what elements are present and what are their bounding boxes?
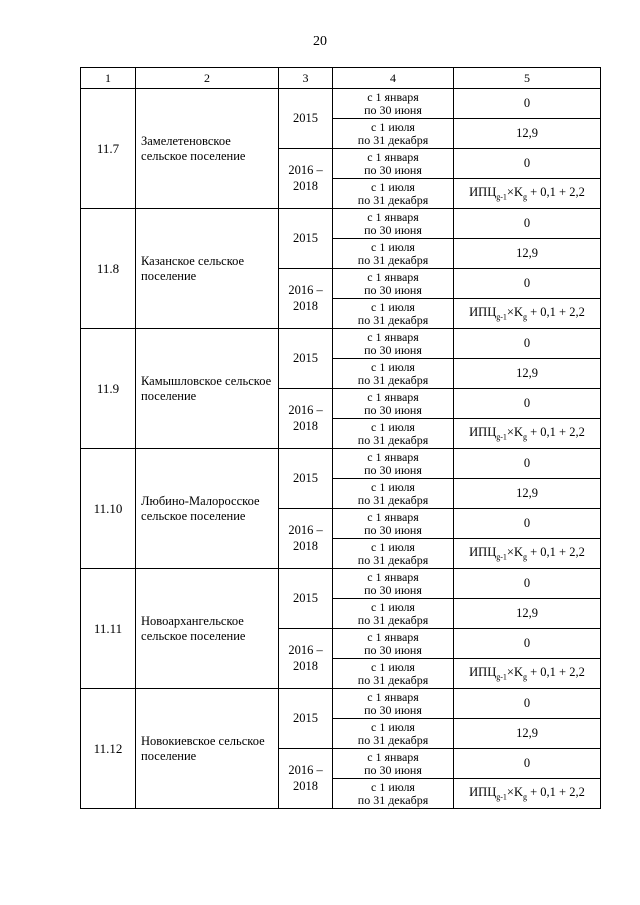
table-header [81,68,601,89]
table-row [81,689,601,719]
period-cell [333,209,454,239]
header-col-3: 3 [279,68,333,89]
year-range: 2015 [279,89,333,149]
period-start: с 1 июля [371,359,415,374]
period-end: по 31 декабря [357,372,429,387]
rate-value: 0 [454,689,601,719]
period-start: с 1 января [367,449,419,464]
rate-value: $ИПЦ_{g-1}\times K_g + 0,1 + 2,2$ [454,419,601,449]
period-end: по 31 декабря [357,432,429,447]
period-start: с 1 июля [371,119,415,134]
rate-value: 12,9 [454,719,601,749]
rate-value: 12,9 [454,359,601,389]
header-col-1: 1 [81,68,136,89]
period-start: с 1 июля [371,659,415,674]
settlement-name: Новоархангельское сельское поселение [136,569,279,689]
period-start: с 1 января [367,749,419,764]
period-start: с 1 июля [371,779,415,794]
period-cell [333,89,454,119]
period-cell [333,719,454,749]
period-start: с 1 июля [371,719,415,734]
table-body [81,89,601,809]
header-col-2: 2 [136,68,279,89]
period-end: по 31 декабря [357,252,429,267]
year-range: 2015 [279,329,333,389]
period-cell [333,359,454,389]
settlement-name: Замелетеновское сельское поселение [136,89,279,209]
period-cell [333,179,454,209]
table-row [81,449,601,479]
period-start: с 1 июля [371,179,415,194]
table-row [81,89,601,119]
tariff-table [80,67,601,809]
rate-value: 12,9 [454,479,601,509]
period-end: по 30 июня [364,282,422,297]
rate-value: $ИПЦ_{g-1}\times K_g + 0,1 + 2,2$ [454,779,601,809]
period-cell [333,479,454,509]
row-number: 11.11 [81,569,136,689]
rate-value: $ИПЦ_{g-1}\times K_g + 0,1 + 2,2$ [454,659,601,689]
rate-value: $ИПЦ_{g-1}\times K_g + 0,1 + 2,2$ [454,539,601,569]
period-end: по 30 июня [364,462,422,477]
period-start: с 1 января [367,629,419,644]
period-start: с 1 января [367,689,419,704]
period-end: по 31 декабря [357,492,429,507]
period-cell [333,539,454,569]
page-number: 20 [313,34,327,49]
period-cell [333,149,454,179]
period-end: по 30 июня [364,762,422,777]
header-col-4: 4 [333,68,454,89]
period-end: по 31 декабря [357,672,429,687]
period-start: с 1 июля [371,479,415,494]
table-row [81,209,601,239]
rate-value: $ИПЦ_{g-1}\times K_g + 0,1 + 2,2$ [454,299,601,329]
period-start: с 1 января [367,509,419,524]
year-range: 2016 – 2018 [279,269,333,329]
row-number: 11.7 [81,89,136,209]
period-end: по 30 июня [364,522,422,537]
period-end: по 30 июня [364,222,422,237]
table-row [81,569,601,599]
period-end: по 30 июня [364,102,422,117]
period-start: с 1 января [367,149,419,164]
period-start: с 1 июля [371,299,415,314]
period-end: по 30 июня [364,342,422,357]
rate-value: 0 [454,569,601,599]
rate-value: 0 [454,449,601,479]
period-end: по 31 декабря [357,192,429,207]
year-range: 2015 [279,209,333,269]
period-end: по 31 декабря [357,552,429,567]
header-row [81,68,601,89]
year-range: 2016 – 2018 [279,149,333,209]
period-end: по 30 июня [364,582,422,597]
period-start: с 1 января [367,209,419,224]
rate-value: 12,9 [454,239,601,269]
period-cell [333,659,454,689]
year-range: 2015 [279,569,333,629]
period-cell [333,599,454,629]
period-cell [333,419,454,449]
settlement-name: Новокиевское сельское поселение [136,689,279,809]
period-cell [333,509,454,539]
period-cell [333,329,454,359]
rate-value: 0 [454,269,601,299]
rate-value: 0 [454,749,601,779]
period-start: с 1 января [367,569,419,584]
period-cell [333,389,454,419]
settlement-name: Казанское сельское поселение [136,209,279,329]
period-end: по 30 июня [364,162,422,177]
table-row [81,329,601,359]
period-end: по 30 июня [364,702,422,717]
row-number: 11.8 [81,209,136,329]
period-cell [333,119,454,149]
period-end: по 30 июня [364,402,422,417]
rate-value: 0 [454,329,601,359]
rate-value: $ИПЦ_{g-1}\times K_g + 0,1 + 2,2$ [454,179,601,209]
period-start: с 1 января [367,269,419,284]
year-range: 2015 [279,449,333,509]
year-range: 2016 – 2018 [279,629,333,689]
rate-value: 0 [454,509,601,539]
settlement-name: Камышловское сельское поселение [136,329,279,449]
rate-value: 0 [454,209,601,239]
period-start: с 1 января [367,329,419,344]
rate-value: 0 [454,89,601,119]
period-start: с 1 января [367,389,419,404]
settlement-name: Любино-Малоросское сельское поселение [136,449,279,569]
period-end: по 31 декабря [357,612,429,627]
rate-value: 12,9 [454,599,601,629]
row-number: 11.10 [81,449,136,569]
period-end: по 30 июня [364,642,422,657]
year-range: 2016 – 2018 [279,389,333,449]
rate-value: 0 [454,629,601,659]
period-cell [333,239,454,269]
period-cell [333,269,454,299]
period-cell [333,449,454,479]
period-start: с 1 июля [371,599,415,614]
rate-value: 0 [454,149,601,179]
period-start: с 1 июля [371,539,415,554]
period-end: по 31 декабря [357,792,429,807]
period-end: по 31 декабря [357,312,429,327]
period-start: с 1 июля [371,419,415,434]
rate-value: 0 [454,389,601,419]
period-end: по 31 декабря [357,132,429,147]
row-number: 11.9 [81,329,136,449]
period-start: с 1 июля [371,239,415,254]
rate-value: 12,9 [454,119,601,149]
period-start: с 1 января [367,89,419,104]
year-range: 2015 [279,689,333,749]
period-cell [333,629,454,659]
header-col-5: 5 [454,68,601,89]
period-cell [333,779,454,809]
period-end: по 31 декабря [357,732,429,747]
period-cell [333,689,454,719]
year-range: 2016 – 2018 [279,509,333,569]
period-cell [333,749,454,779]
period-cell [333,299,454,329]
row-number: 11.12 [81,689,136,809]
period-cell [333,569,454,599]
year-range: 2016 – 2018 [279,749,333,809]
